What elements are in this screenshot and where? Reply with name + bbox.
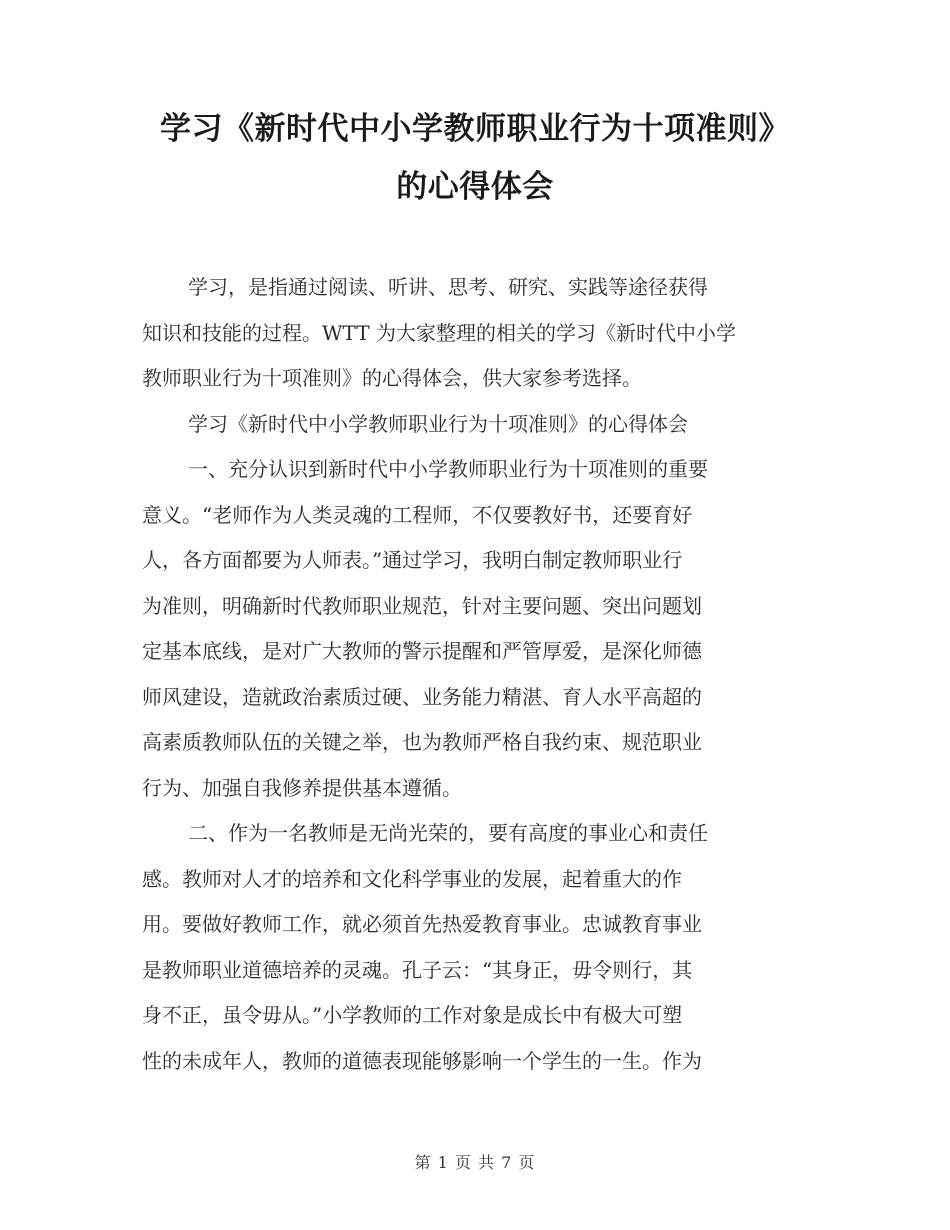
paragraph-line: 人，各方面都要为人师表。”通过学习，我明白制定教师职业行 [142,548,683,572]
paragraph-line: 行为、加强自我修养提供基本遵循。 [142,775,462,800]
paragraph-line: 知识和技能的过程。WTT 为大家整理的相关的学习《新时代中小学 [142,320,736,345]
paragraph-line: 意义。“老师作为人类灵魂的工程师，不仅要教好书，还要育好 [142,502,693,527]
paragraph-line: 定基本底线，是对广大教师的警示提醒和严管厚爱，是深化师德 [142,639,702,663]
paragraph-line: 身不正，虽令毋从。”小学教师的工作对象是成长中有极大可塑 [142,1003,683,1027]
page-number-footer: 第 1 页 共 7 页 [414,1153,536,1172]
paragraph-line: 一、充分认识到新时代中小学教师职业行为十项准则的重要 [188,457,708,481]
paragraph-line: 为准则，明确新时代教师职业规范，针对主要问题、突出问题划 [142,593,702,618]
paragraph-line: 感。教师对人才的培养和文化科学事业的发展，起着重大的作 [142,866,682,891]
paragraph-line: 二、作为一名教师是无尚光荣的，要有高度的事业心和责任 [188,821,708,845]
paragraph-line: 教师职业行为十项准则》的心得体会，供大家参考选择。 [142,366,642,390]
paragraph-line: 是教师职业道德培养的灵魂。孔子云：“其身正，毋令则行，其 [142,957,693,982]
paragraph-line: 性的未成年人，教师的道德表现能够影响一个学生的一生。作为 [142,1048,702,1073]
paragraph-line: 学习《新时代中小学教师职业行为十项准则》的心得体会 [188,411,688,436]
paragraph-line: 师风建设，造就政治素质过硬、业务能力精湛、育人水平高超的 [142,684,702,709]
paragraph-line: 用。要做好教师工作，就必须首先热爱教育事业。忠诚教育事业 [142,912,702,936]
document-title [100,100,850,216]
title-line-1: 学习《新时代中小学教师职业行为十项准则》 [160,111,790,147]
paragraph-line: 高素质教师队伍的关键之举，也为教师严格自我约束、规范职业 [142,730,702,754]
title-line-2: 的心得体会 [396,169,554,205]
document-body [142,265,812,1084]
paragraph-line: 学习，是指通过阅读、听讲、思考、研究、实践等途径获得 [188,275,708,299]
